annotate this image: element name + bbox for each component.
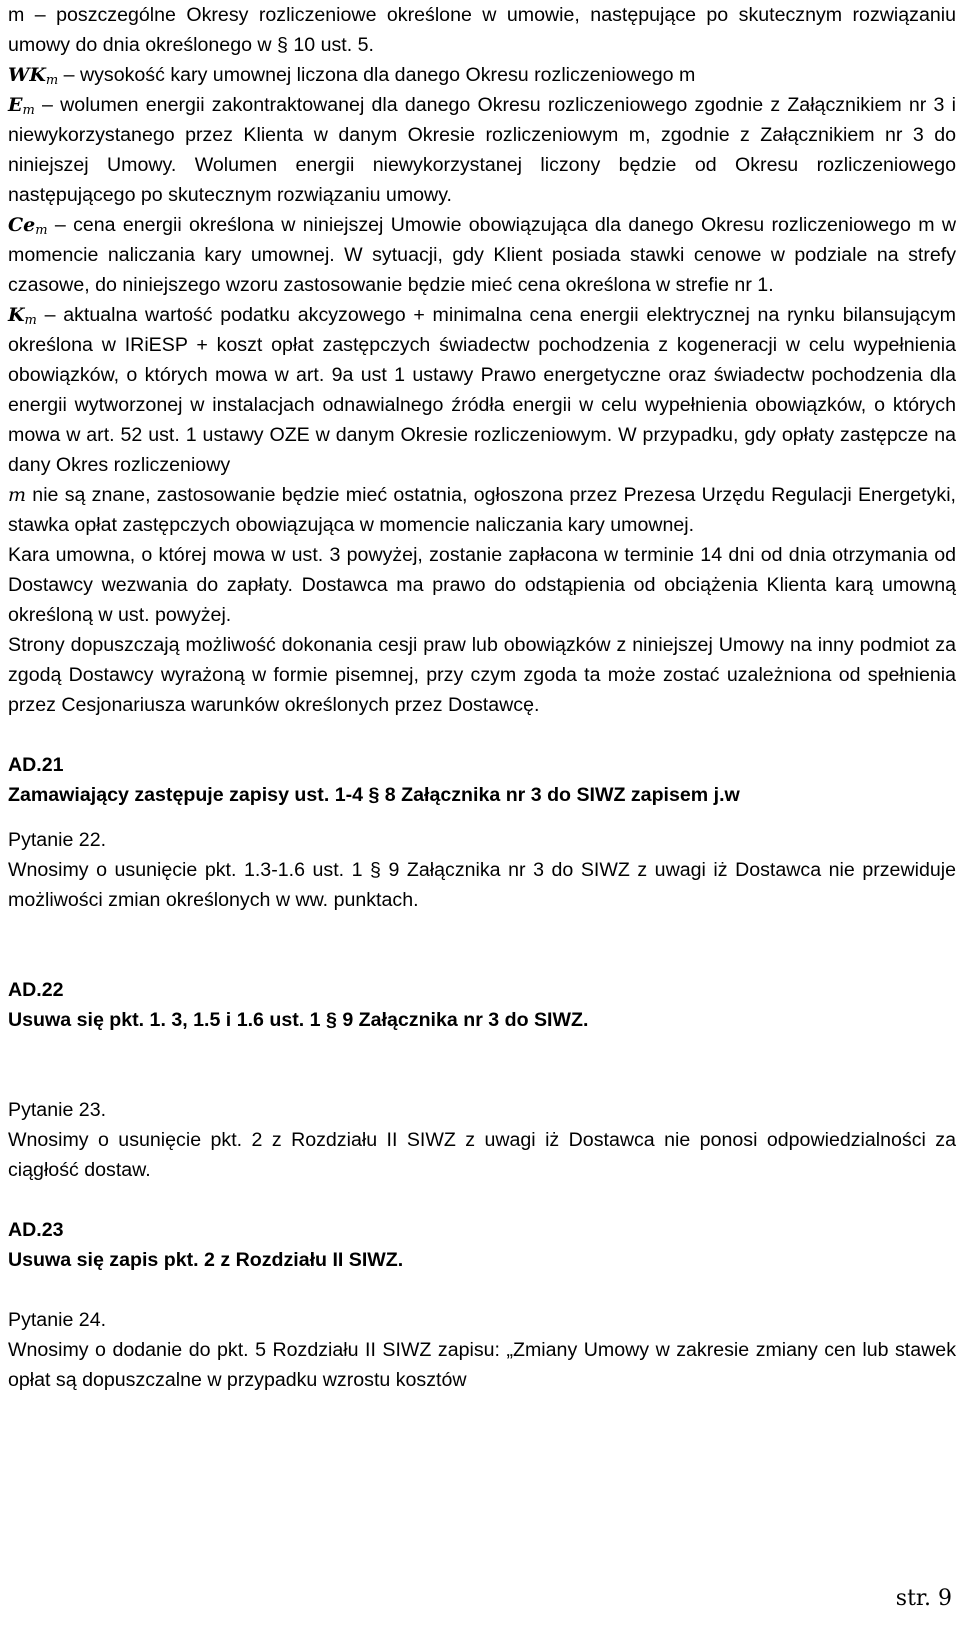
ad23-body: Usuwa się zapis pkt. 2 z Rozdziału II SIWZ. bbox=[8, 1249, 404, 1271]
ad21-heading: AD.21 bbox=[8, 754, 64, 776]
question-24-body: Wnosimy o dodanie do pkt. 5 Rozdziału II SIWZ zapisu: „Zmiany Umowy w zakresie zmiany cen lub stawek opłat są dopuszczalne w przypadku wzrostu kosztów bbox=[8, 1339, 956, 1391]
k-definition-text: – aktualna wartość podatku akcyzowego + minimalna cena energii elektrycznej na rynku bilansującym określona w IRiESP + koszt opłat zastępczych świadectw pochodzenia z kogeneracji w celu wypełnienia obowiązków, o których mowa w art. 9a ust 1 ustawy Prawo energetyczne oraz świadectw pochodzenia dla energii wytworzonej w instalacjach odnawialnego źródła energii w celu wypełnienia obowiązków, o których mowa w art. 52 ust. 1 ustawy OZE w danym Okresie rozliczeniowym. W przypadku, gdy opłaty zastępcze na dany Okres rozliczeniowy bbox=[8, 304, 956, 476]
paragraph-e-definition bbox=[8, 90, 956, 210]
paragraph-wk-definition bbox=[8, 60, 956, 90]
paragraph-m-continuation bbox=[8, 480, 956, 540]
formula-symbol-k: $K_m$ bbox=[8, 304, 37, 328]
ad21-body: Zamawiający zastępuje zapisy ust. 1-4 § 8 Załącznika nr 3 do SIWZ zapisem j.w bbox=[8, 784, 740, 806]
document-page bbox=[8, 0, 956, 1395]
ce-definition-text: – cena energii określona w niniejszej Umowie obowiązująca dla danego Okresu rozliczeniowego m w momencie naliczania kary umownej. W sytuacji, gdy Klient posiada stawki cenowe w podziale na strefy czasowe, do niniejszego wzoru zastosowanie będzie mieć cena określona w strefie nr 1. bbox=[8, 214, 956, 296]
ad22-body: Usuwa się pkt. 1. 3, 1.5 i 1.6 ust. 1 § 9 Załącznika nr 3 do SIWZ. bbox=[8, 1009, 589, 1031]
formula-symbol-e: $E_m$ bbox=[8, 94, 35, 118]
formula-symbol-ce: $Ce_m$ bbox=[8, 214, 48, 238]
wk-definition-text: – wysokość kary umownej liczona dla danego Okresu rozliczeniowego m bbox=[58, 64, 696, 86]
m-continuation-text: nie są znane, zastosowanie będzie mieć ostatnia, ogłoszona przez Prezesa Urzędu Regulacji Energetyki, stawka opłat zastępczych obowiązująca w momencie naliczania kary umownej. bbox=[8, 484, 956, 536]
paragraph-strony: Strony dopuszczają możliwość dokonania cesji praw lub obowiązków z niniejszej Umowy na inny podmiot za zgodą Dostawcy wyrażoną w formie pisemnej, przy czym zgoda ta może zostać uzależniona od spełnienia przez Cesjonariusza warunków określonych przez Dostawcę. bbox=[8, 634, 956, 716]
formula-symbol-wk: $WK_m$ bbox=[8, 64, 59, 88]
paragraph-kara-umowna: Kara umowna, o której mowa w ust. 3 powyżej, zostanie zapłacona w terminie 14 dni od dnia otrzymania od Dostawcy wezwania do zapłaty. Dostawca ma prawo do odstąpienia od obciążenia Klienta karą umowną określoną w ust. powyżej. bbox=[8, 544, 956, 626]
question-23-heading: Pytanie 23. bbox=[8, 1099, 107, 1121]
ad22-heading: AD.22 bbox=[8, 979, 64, 1001]
page-number: str. 9 bbox=[895, 1586, 952, 1611]
formula-symbol-m: m bbox=[8, 484, 27, 506]
question-22-body: Wnosimy o usunięcie pkt. 1.3-1.6 ust. 1 § 9 Załącznika nr 3 do SIWZ z uwagi iż Dostawca nie przewiduje możliwości zmian określonych w ww. punktach. bbox=[8, 859, 956, 911]
paragraph-k-definition bbox=[8, 300, 956, 480]
e-definition-text: – wolumen energii zakontraktowanej dla danego Okresu rozliczeniowego zgodnie z Załącznikiem nr 3 i niewykorzystanego przez Klienta w danym Okresie rozliczeniowym m, zgodnie z Załącznikiem nr 3 do niniejszej Umowy. Wolumen energii niewykorzystanej liczony będzie od Okresu rozliczeniowego następującego po skutecznym rozwiązaniu umowy. bbox=[8, 94, 956, 206]
ad23-heading: AD.23 bbox=[8, 1219, 64, 1241]
paragraph-ce-definition bbox=[8, 210, 956, 300]
paragraph-m-definition: m – poszczególne Okresy rozliczeniowe określone w umowie, następujące po skutecznym rozwiązaniu umowy do dnia określonego w § 10 ust. 5. bbox=[8, 4, 956, 56]
question-22-heading: Pytanie 22. bbox=[8, 829, 107, 851]
question-23-body: Wnosimy o usunięcie pkt. 2 z Rozdziału II SIWZ z uwagi iż Dostawca nie ponosi odpowiedzialności za ciągłość dostaw. bbox=[8, 1129, 956, 1181]
question-24-heading: Pytanie 24. bbox=[8, 1309, 107, 1331]
